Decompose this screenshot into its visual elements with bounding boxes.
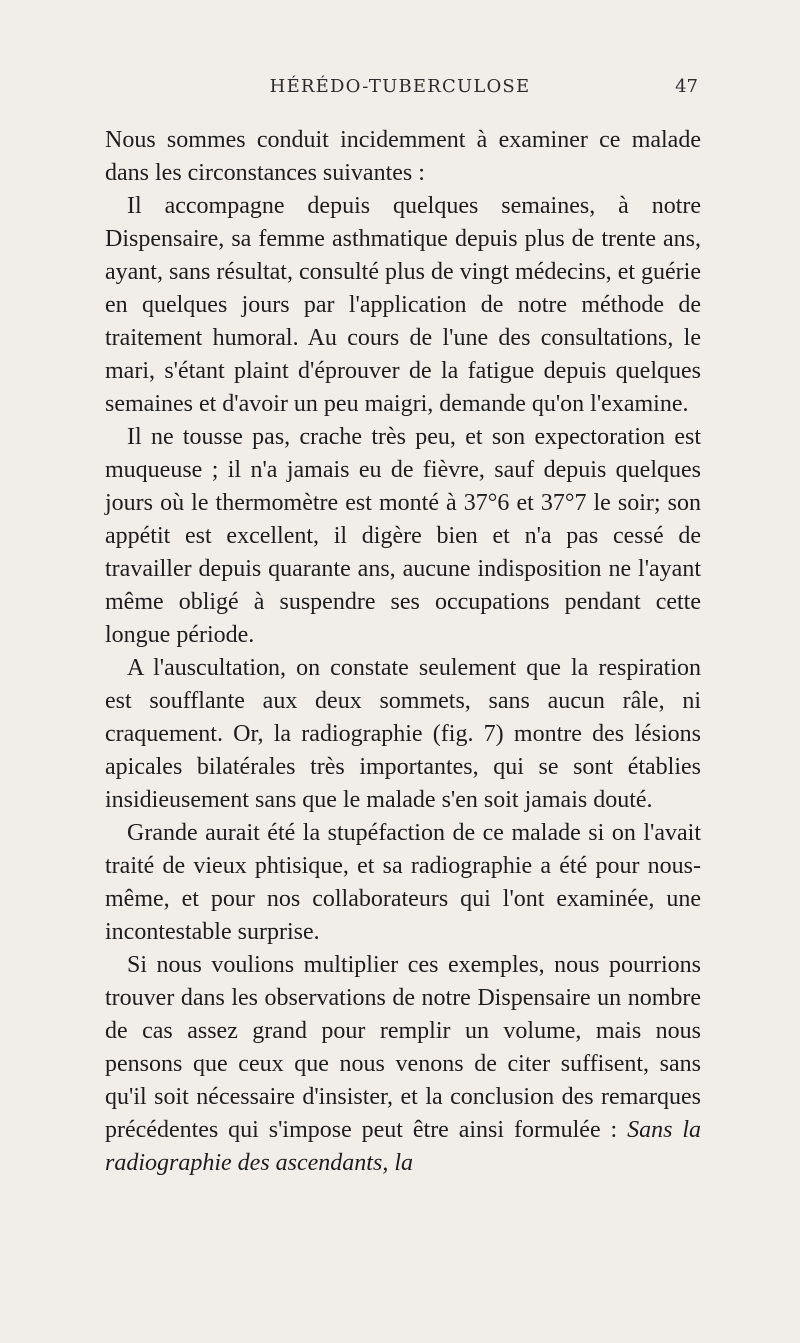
paragraph: Il accompagne depuis quelques semaines, à notre Dispensaire, sa femme asthmatique depuis plus de trente ans, ayant, sans résultat, consulté plus de vingt médecins, et guérie en quelques jours par l'application de notre méthode de traitement humoral. Au cours de l'une des consultations, le mari, s'étant plaint d'éprouver de la fatigue depuis quelques semaines et d'avoir un peu maigri, demande qu'on l'examine. [105, 193, 701, 417]
italic-conclusion: Sans la radiographie des ascendants, la [105, 1117, 701, 1176]
body-text [105, 124, 701, 1180]
page-number: 47 [675, 76, 698, 97]
paragraph: Nous sommes conduit incidemment à examiner ce malade dans les circonstances suivantes : [105, 127, 701, 186]
running-head [0, 76, 800, 100]
paragraph-text: Si nous voulions multiplier ces exemples, nous pourrions trouver dans les observations de notre Dispensaire un nombre de cas assez grand pour remplir un volume, mais nous pensons que ceux que nous venons de citer suffisent, sans qu'il soit nécessaire d'insister, et la conclusion des remarques précédentes qui s'impose peut être ainsi formulée : [105, 952, 701, 1143]
paragraph: Grande aurait été la stupéfaction de ce malade si on l'avait traité de vieux phtisique, et sa radiographie a été pour nous-même, et pour nos collaborateurs qui l'ont examinée, une incontestable surprise. [105, 820, 701, 945]
paragraph-final [105, 949, 701, 1180]
paragraph: A l'auscultation, on constate seulement que la respiration est soufflante aux deux sommets, sans aucun râle, ni craquement. Or, la radiographie (fig. 7) montre des lésions apicales bilatérales très importantes, qui se sont établies insidieusement sans que le malade s'en soit jamais douté. [105, 655, 701, 813]
running-title: HÉRÉDO-TUBERCULOSE [269, 76, 531, 97]
paragraph: Il ne tousse pas, crache très peu, et son expectoration est muqueuse ; il n'a jamais eu de fièvre, sauf depuis quelques jours où le thermomètre est monté à 37°6 et 37°7 le soir; son appétit est excellent, il digère bien et n'a pas cessé de travailler depuis quarante ans, aucune indisposition ne l'ayant même obligé à suspendre ses occupations pendant cette longue période. [105, 424, 701, 648]
